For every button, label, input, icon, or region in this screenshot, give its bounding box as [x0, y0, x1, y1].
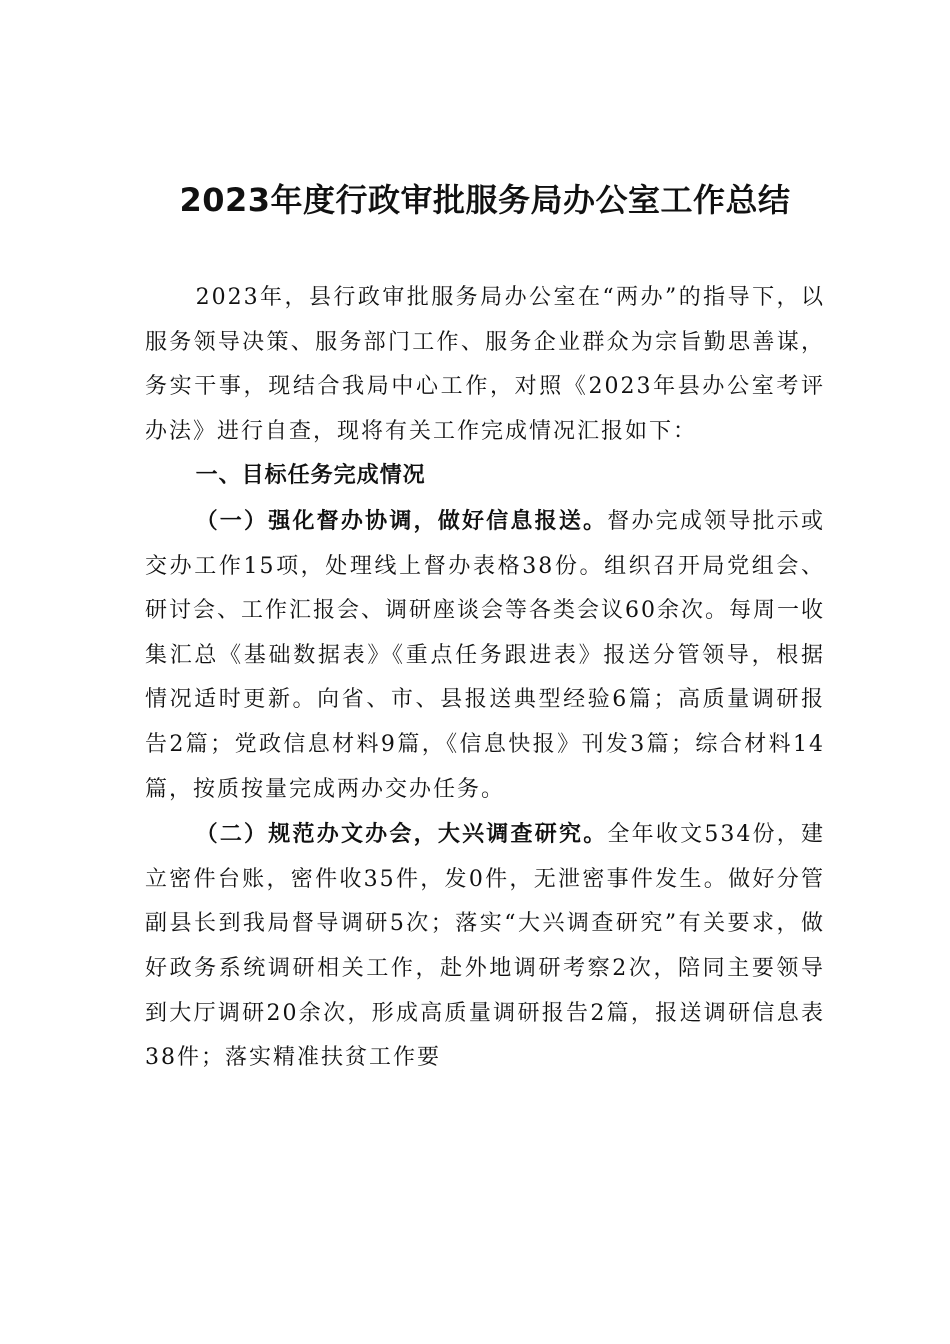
- document-page: [145, 170, 825, 1081]
- section-heading: 一、目标任务完成情况: [195, 463, 426, 489]
- document-title: 2023年度行政审批服务局办公室工作总结: [179, 181, 791, 219]
- item-1-paragraph: [145, 499, 825, 812]
- item-2-paragraph: [145, 812, 825, 1081]
- title-spacer: [145, 230, 825, 276]
- item-2-body: 全年收文534份，建立密件台账，密件收35件，发0件，无泄密事件发生。做好分管副县长到我局督导调研5次；落实“大兴调查研究”有关要求，做好政务系统调研相关工作，赴外地调研考察2次，陪同主要领导到大厅调研20余次，形成高质量调研报告2篇，报送调研信息表38件；落实精准扶贫工作要: [145, 822, 825, 1071]
- item-2-lead: （二）规范办文办会，大兴调查研究。: [195, 821, 608, 848]
- intro-paragraph: 2023年，县行政审批服务局办公室在“两办”的指导下，以服务领导决策、服务部门工作、服务企业群众为宗旨勤思善谋，务实干事，现结合我局中心工作，对照《2023年县办公室考评办法》进行自查，现将有关工作完成情况汇报如下：: [145, 285, 825, 444]
- item-1-body: 督办完成领导批示或交办工作15项，处理线上督办表格38份。组织召开局党组会、研讨会、工作汇报会、调研座谈会等各类会议60余次。每周一收集汇总《基础数据表》《重点任务跟进表》报送分管领导，根据情况适时更新。向省、市、县报送典型经验6篇；高质量调研报告2篇；党政信息材料9篇，《信息快报》刊发3篇；综合材料14篇，按质按量完成两办交办任务。: [145, 508, 825, 802]
- item-1-lead: （一）强化督办协调，做好信息报送。: [195, 507, 608, 534]
